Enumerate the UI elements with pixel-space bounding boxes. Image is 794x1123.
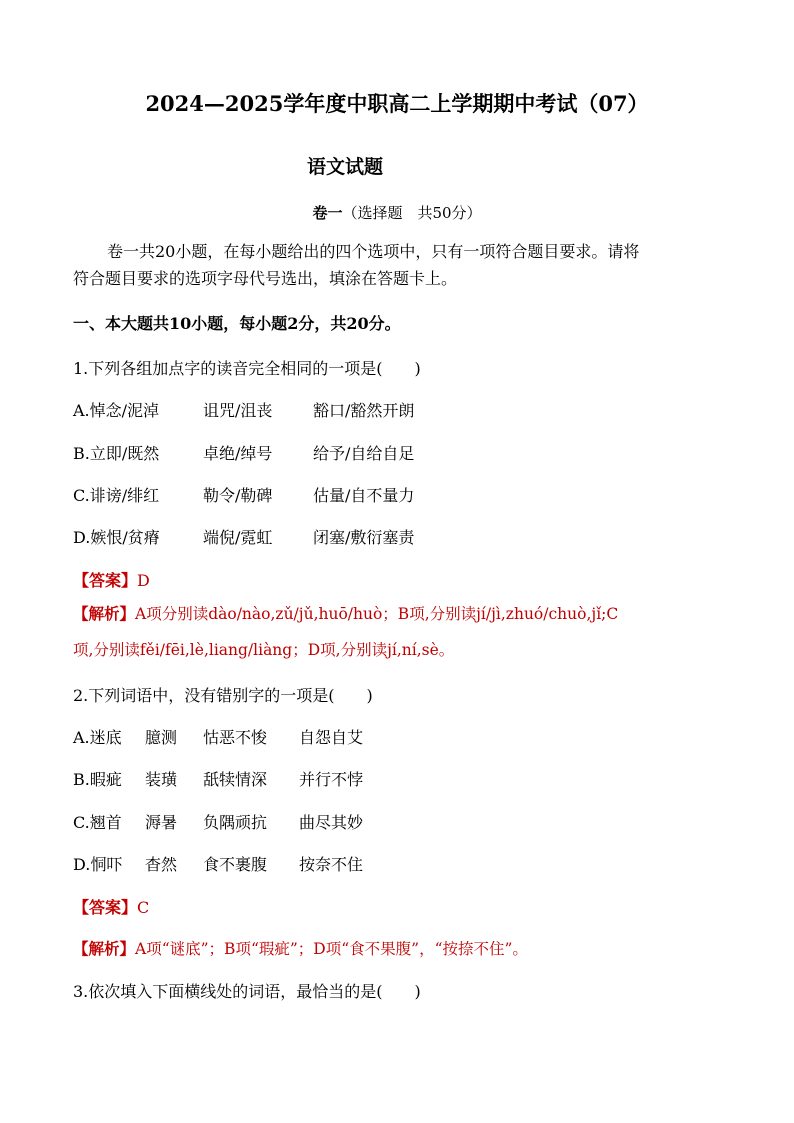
option-part: 杳然 xyxy=(145,855,178,874)
question-2-option-b xyxy=(73,767,363,790)
option-part: C.翘首 xyxy=(73,813,122,832)
option-part: 装璜 xyxy=(145,770,178,789)
option-part: 舐犊情深 xyxy=(203,770,268,789)
section-label: 卷一 xyxy=(312,204,343,222)
question-2-explanation xyxy=(73,937,528,959)
option-part: 曲尽其妙 xyxy=(299,813,364,832)
option-part: C.诽谤/绯红 xyxy=(73,486,160,505)
question-1-option-a xyxy=(73,398,414,421)
option-part: 溽暑 xyxy=(145,813,178,832)
option-part: 给予/自给自足 xyxy=(313,444,415,463)
section-heading xyxy=(0,202,794,223)
question-2-stem: 2.下列词语中，没有错别字的一项是( ) xyxy=(73,686,373,705)
question-1-explanation-line-2: 项,分别读fěi/fēi,lè,liang/liàng；D项,分别读jí,ní,sè。 xyxy=(73,641,455,659)
exam-subtitle: 语文试题 xyxy=(307,156,384,178)
answer-value: C xyxy=(137,898,150,917)
option-part: 按奈不住 xyxy=(299,855,364,874)
option-part: A.悼念/泥淖 xyxy=(73,401,160,420)
explanation-text: A项分别读dào/nào,zǔ/jǔ,huō/huò；B项,分别读jí/jì,zhuó/chuò,jǐ;C xyxy=(135,605,619,623)
intro-line-2: 符合题目要求的选项字母代号选出，填涂在答题卡上。 xyxy=(73,269,458,288)
option-part: 并行不悖 xyxy=(299,770,364,789)
option-part: B.暇疵 xyxy=(73,770,122,789)
question-1-option-b xyxy=(73,441,414,464)
answer-tag: 【答案】 xyxy=(73,571,138,590)
question-1-answer xyxy=(73,568,150,591)
explanation-tag: 【解析】 xyxy=(73,604,136,623)
question-3-stem: 3.依次填入下面横线处的词语，最恰当的是( ) xyxy=(73,982,421,1001)
exam-title: 2024—2025学年度中职高二上学期期中考试（07） xyxy=(145,91,649,116)
question-1-stem: 1.下列各组加点字的读音完全相同的一项是( ) xyxy=(73,359,421,378)
question-2-option-d xyxy=(73,852,363,875)
option-part: D.嫉恨/贫瘠 xyxy=(73,528,160,547)
option-part: 自怨自艾 xyxy=(299,728,364,747)
explanation-text: A项“谜底”；B项“瑕疵”；D项“食不果腹”，“按捺不住”。 xyxy=(135,940,528,958)
option-part: 食不裹腹 xyxy=(203,855,268,874)
option-part: 勒令/勒碑 xyxy=(203,486,273,505)
option-part: 闭塞/敷衍塞责 xyxy=(313,528,415,547)
question-2-answer xyxy=(73,895,149,918)
option-part: A.迷底 xyxy=(73,728,122,747)
question-2-option-a xyxy=(73,725,363,748)
section-desc: （选择题 共50分） xyxy=(342,204,482,222)
option-part: 卓绝/绰号 xyxy=(203,444,273,463)
option-part: 怙恶不悛 xyxy=(203,728,268,747)
answer-tag: 【答案】 xyxy=(73,898,138,917)
option-part: 端倪/霓虹 xyxy=(203,528,273,547)
explanation-tag: 【解析】 xyxy=(73,939,136,958)
option-part: B.立即/既然 xyxy=(73,444,160,463)
question-1-option-c xyxy=(73,483,414,506)
part-heading: 一、本大题共10小题，每小题2分，共20分。 xyxy=(73,314,401,333)
answer-value: D xyxy=(137,571,150,590)
option-part: 臆测 xyxy=(145,728,178,747)
option-part: D.恫吓 xyxy=(73,855,123,874)
option-part: 诅咒/沮丧 xyxy=(203,401,273,420)
option-part: 估量/自不量力 xyxy=(313,486,415,505)
question-1-option-d xyxy=(73,525,414,548)
question-2-option-c xyxy=(73,810,363,833)
option-part: 豁口/豁然开朗 xyxy=(313,401,415,420)
option-part: 负隅顽抗 xyxy=(203,813,268,832)
question-1-explanation-line-1 xyxy=(73,602,618,624)
intro-line-1: 卷一共20小题，在每小题给出的四个选项中，只有一项符合题目要求。请将 xyxy=(107,242,640,261)
